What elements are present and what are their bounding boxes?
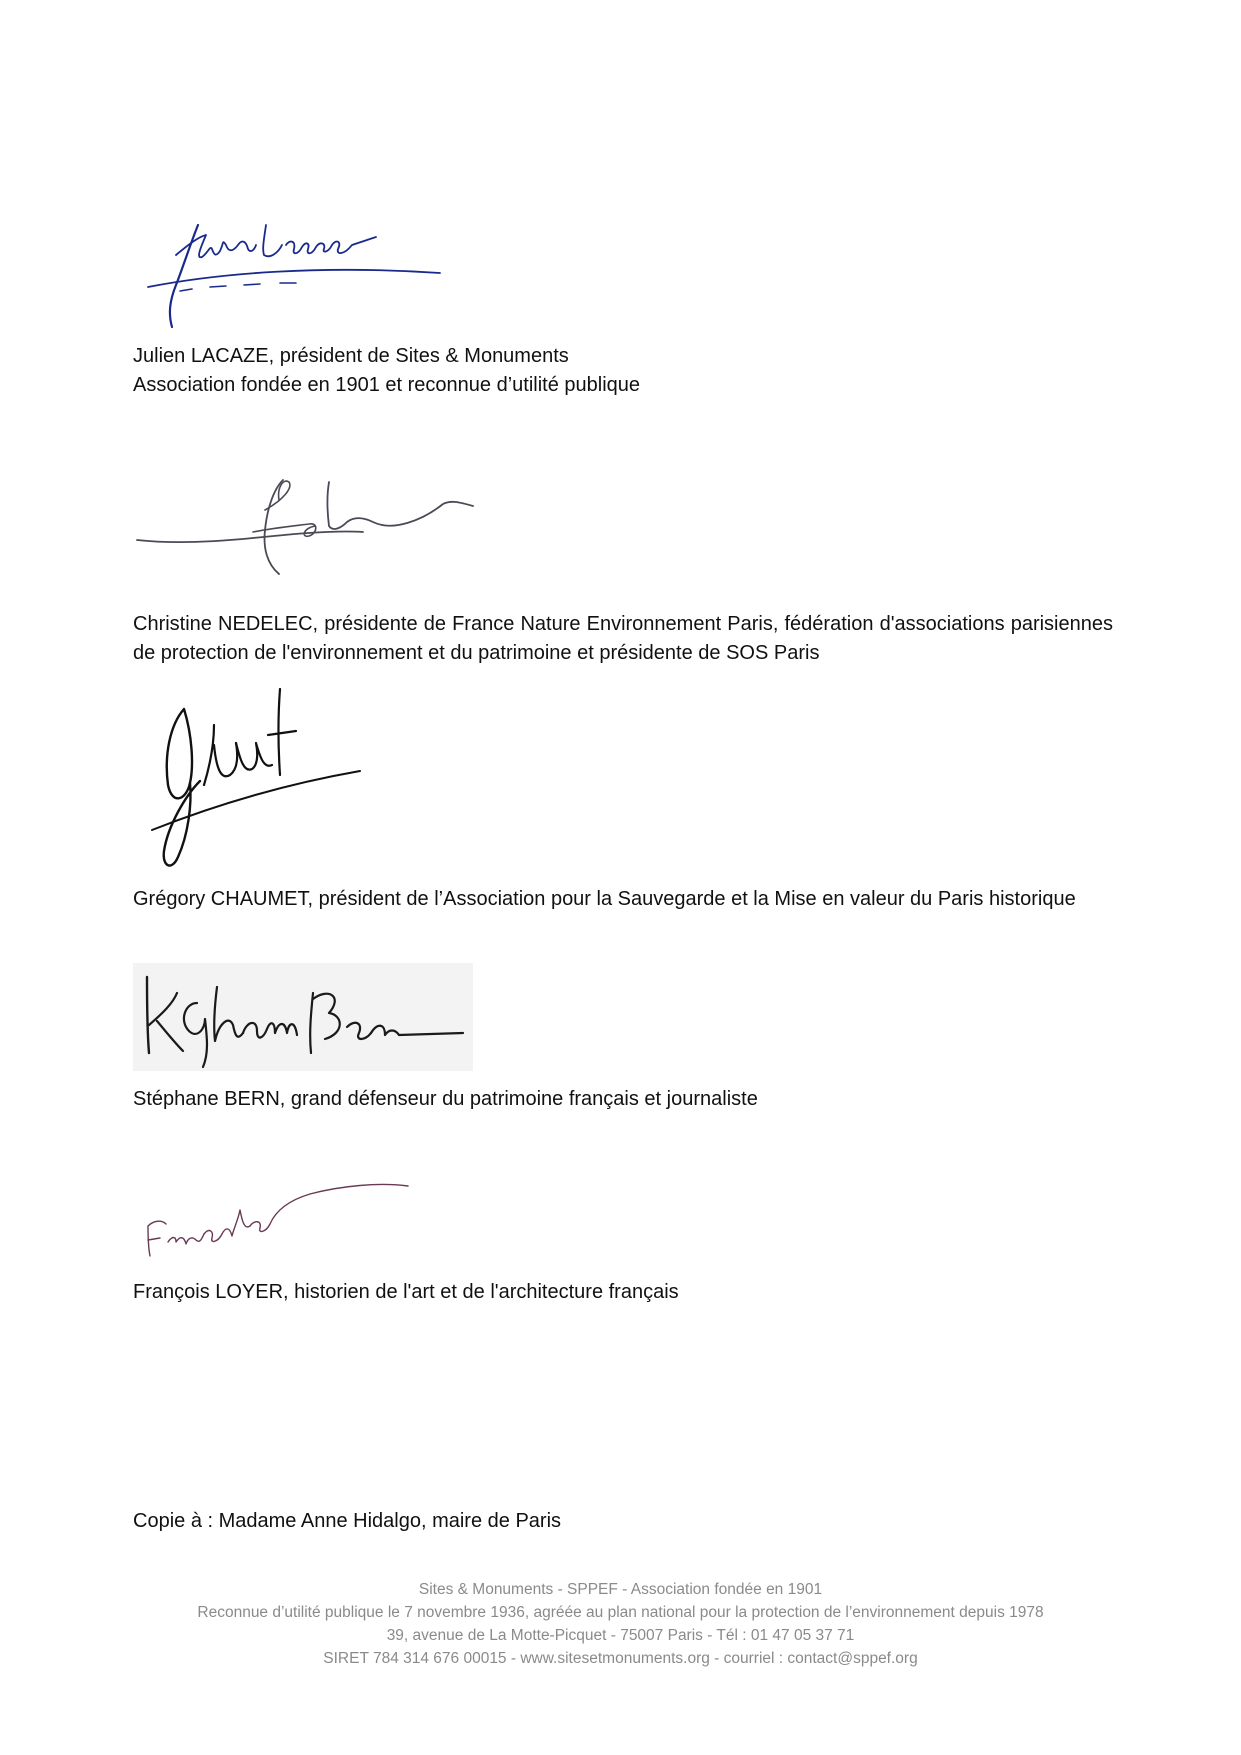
footer-line: SIRET 784 314 676 00015 - www.sitesetmonuments.org - courriel : contact@sppef.org [323, 1650, 918, 1667]
signature-chaumet [150, 685, 370, 880]
signature-loyer [140, 1180, 420, 1260]
signature-nedelec [133, 470, 483, 580]
signatory-caption-lacaze [133, 342, 1113, 400]
signatory-caption-nedelec [133, 610, 1113, 668]
footer-line: Reconnue d’utilité publique le 7 novembre 1936, agréée au plan national pour la protection de l’environnement depuis 1978 [197, 1604, 1044, 1621]
signatory-caption-chaumet [133, 885, 1113, 914]
footer-line: Sites & Monuments - SPPEF - Association fondée en 1901 [418, 1581, 823, 1598]
signatory-name-line: Julien LACAZE, président de Sites & Monuments [133, 345, 569, 367]
signatory-caption-loyer [133, 1278, 1113, 1307]
signatory-text: François LOYER, historien de l'art et de l'architecture français [133, 1281, 679, 1303]
copy-to-line [133, 1507, 1113, 1536]
signature-bern [133, 963, 473, 1071]
letterhead-footer [0, 1578, 1241, 1670]
signatory-text: Stéphane BERN, grand défenseur du patrimoine français et journaliste [133, 1088, 758, 1110]
copy-to-text: Copie à : Madame Anne Hidalgo, maire de Paris [133, 1510, 562, 1532]
signatory-detail-line: Association fondée en 1901 et reconnue d’utilité publique [133, 374, 641, 396]
signatory-text: Christine NEDELEC, présidente de France Nature Environnement Paris, fédération d'associations parisiennes de protection de l'environnement et du patrimoine et présidente de SOS Paris [133, 613, 1113, 664]
footer-line: 39, avenue de La Motte-Picquet - 75007 Paris - Tél : 01 47 05 37 71 [386, 1627, 855, 1644]
signatory-caption-bern [133, 1085, 1113, 1114]
signature-lacaze [140, 215, 460, 335]
signatory-text: Grégory CHAUMET, président de l’Association pour la Sauvegarde et la Mise en valeur du Paris historique [133, 888, 1076, 910]
